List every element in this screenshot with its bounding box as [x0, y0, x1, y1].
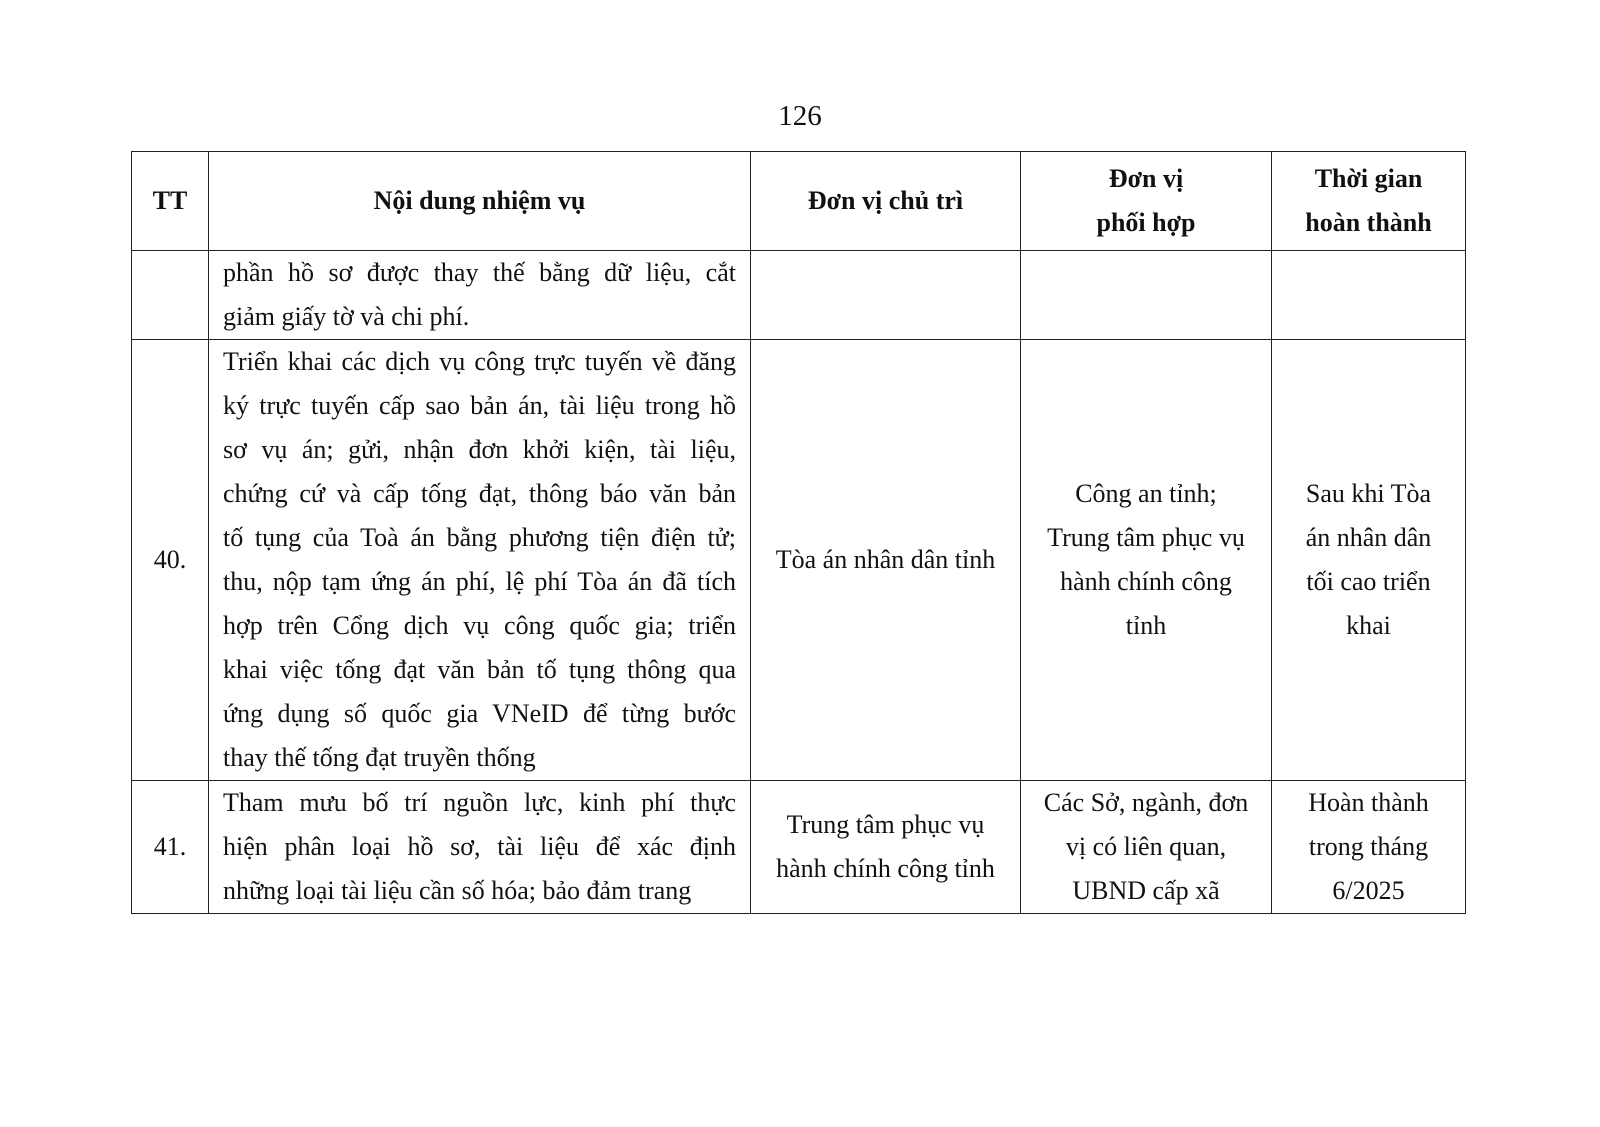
header-coord-unit-line: Đơn vị: [1108, 164, 1184, 193]
cell-completion-time-line: tối cao triển: [1306, 567, 1431, 596]
content-line: chứng cứ và cấp tống đạt, thông báo văn bản: [223, 479, 736, 508]
cell-lead-unit: [751, 340, 1021, 781]
header-coord-unit: [1021, 152, 1272, 251]
cell-coord-unit-line: vị có liên quan,: [1065, 832, 1227, 861]
table-header-row: [132, 152, 1466, 251]
cell-completion-time-line: khai: [1346, 611, 1391, 640]
header-lead-unit: Đơn vị chủ trì: [751, 152, 1021, 251]
header-coord-unit-line: phối hợp: [1096, 208, 1196, 237]
content-line: Triển khai các dịch vụ công trực tuyến về đăng: [223, 347, 736, 376]
cell-coord-unit-line: Trung tâm phục vụ: [1047, 523, 1245, 552]
cell-completion-time-line: Sau khi Tòa: [1305, 479, 1432, 508]
cell-content: [209, 251, 751, 340]
table-row: [132, 781, 1466, 914]
cell-coord-unit-line: hành chính công: [1060, 567, 1232, 596]
cell-tt: [132, 251, 209, 340]
cell-completion-time-line: 6/2025: [1332, 876, 1405, 905]
page-number: 126: [778, 100, 822, 132]
cell-completion-time-line: trong tháng: [1308, 832, 1429, 861]
content-line: thu, nộp tạm ứng án phí, lệ phí Tòa án đã tích: [223, 567, 736, 596]
header-completion-time: [1272, 152, 1466, 251]
content-line: ứng dụng số quốc gia VNeID để từng bước: [223, 699, 736, 728]
cell-coord-unit: [1021, 781, 1272, 914]
content-line: giảm giấy tờ và chi phí.: [223, 302, 470, 331]
header-completion-time-line: Thời gian: [1314, 164, 1423, 193]
cell-tt: 41.: [132, 781, 209, 914]
table-row: [132, 251, 1466, 340]
content-line: sơ vụ án; gửi, nhận đơn khởi kiện, tài liệu,: [223, 435, 736, 464]
cell-lead-unit-line: hành chính công tỉnh: [776, 854, 995, 883]
cell-content: [209, 340, 751, 781]
cell-coord-unit-line: Công an tỉnh;: [1075, 479, 1217, 508]
content-line: Tham mưu bố trí nguồn lực, kinh phí thực: [223, 788, 736, 817]
content-line: phần hồ sơ được thay thế bằng dữ liệu, cắt: [223, 258, 736, 287]
cell-lead-unit: [751, 251, 1021, 340]
header-tt: TT: [132, 152, 209, 251]
header-completion-time-line: hoàn thành: [1305, 208, 1432, 237]
header-content: Nội dung nhiệm vụ: [209, 152, 751, 251]
content-line: hiện phân loại hồ sơ, tài liệu để xác định: [223, 832, 736, 861]
cell-coord-unit-line: tỉnh: [1125, 611, 1167, 640]
content-line: thay thế tống đạt truyền thống: [223, 743, 536, 772]
cell-completion-time: [1272, 781, 1466, 914]
cell-completion-time: [1272, 340, 1466, 781]
table-row: [132, 340, 1466, 781]
cell-completion-time-line: án nhân dân: [1305, 523, 1432, 552]
cell-lead-unit: [751, 781, 1021, 914]
cell-completion-time-line: Hoàn thành: [1308, 788, 1429, 817]
cell-coord-unit-line: UBND cấp xã: [1072, 876, 1220, 905]
cell-coord-unit: [1021, 340, 1272, 781]
cell-content: [209, 781, 751, 914]
table-body: [132, 251, 1466, 914]
content-line: khai việc tống đạt văn bản tố tụng thông qua: [223, 655, 736, 684]
cell-completion-time: [1272, 251, 1466, 340]
task-table: [131, 151, 1466, 914]
cell-lead-unit-line: Trung tâm phục vụ: [786, 810, 985, 839]
cell-lead-unit-line: Tòa án nhân dân tỉnh: [775, 545, 996, 574]
cell-coord-unit: [1021, 251, 1272, 340]
content-line: hợp trên Cổng dịch vụ công quốc gia; triển: [223, 611, 736, 640]
cell-tt: 40.: [132, 340, 209, 781]
content-line: tố tụng của Toà án bằng phương tiện điện tử;: [223, 523, 736, 552]
content-line: những loại tài liệu cần số hóa; bảo đảm trang: [223, 876, 692, 905]
content-line: ký trực tuyến cấp sao bản án, tài liệu trong hồ: [223, 391, 736, 420]
cell-coord-unit-line: Các Sở, ngành, đơn: [1043, 788, 1249, 817]
